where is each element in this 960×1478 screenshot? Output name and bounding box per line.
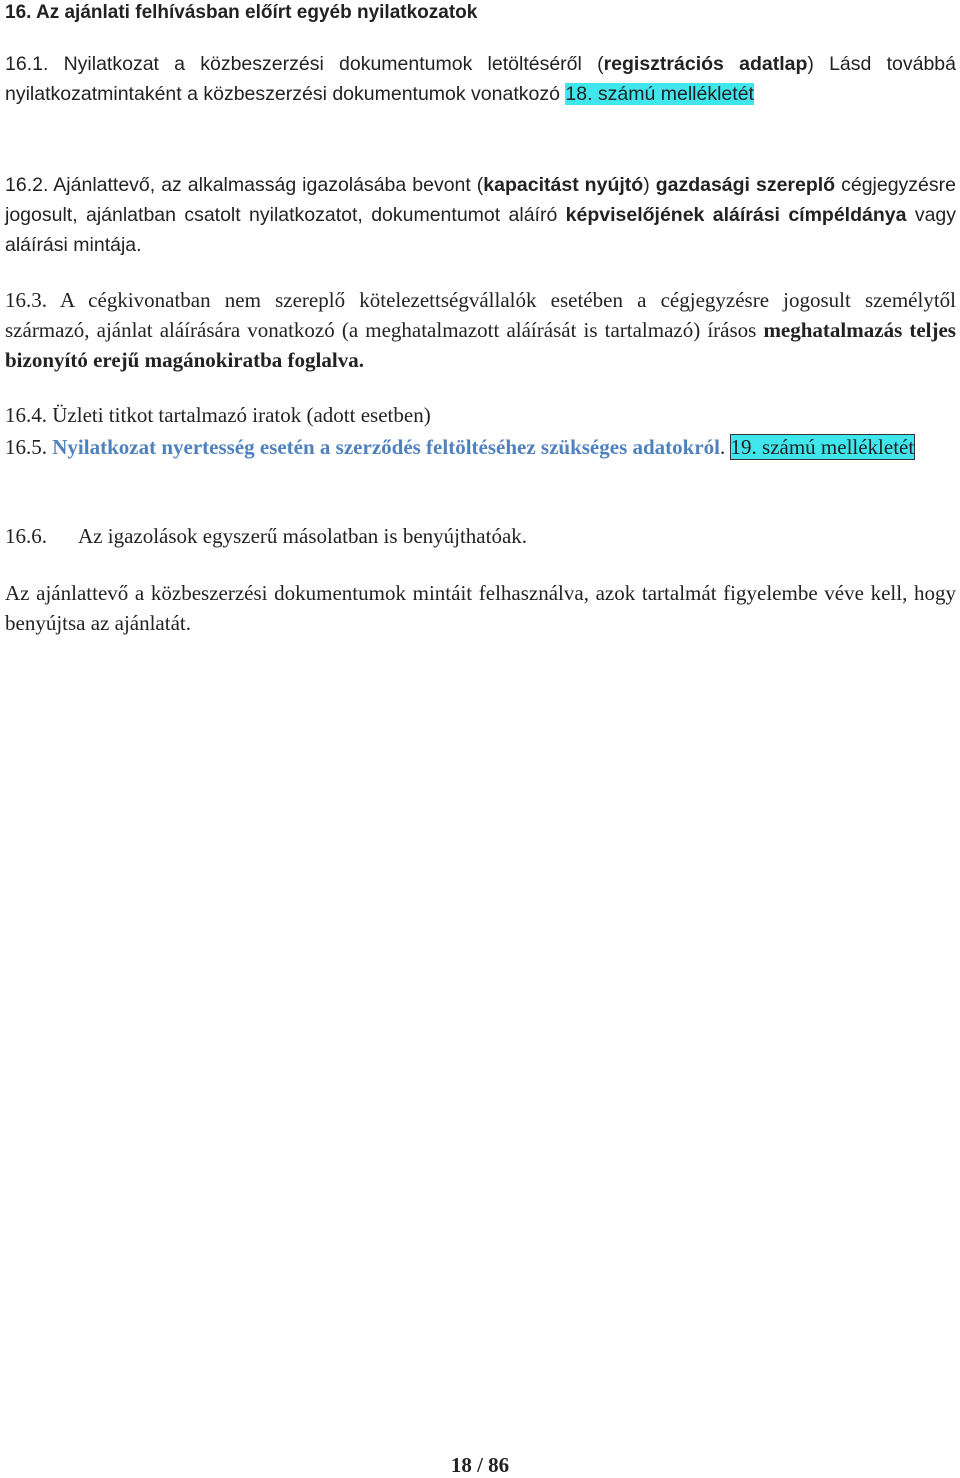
text-fragment: Az igazolások egyszerű másolatban is benyújthatóak.: [78, 524, 528, 548]
highlighted-reference: 18. számú mellékletét: [565, 83, 754, 105]
item-number: 16.2.: [5, 174, 49, 196]
highlighted-reference: 19. számú mellékletét: [730, 435, 915, 459]
closing-paragraph: Az ajánlattevő a közbeszerzési dokumentumok mintáit felhasználva, azok tartalmát figyelembe véve kell, hogy benyújtsa az ajánlatát.: [5, 581, 956, 635]
paragraph-16-1: [5, 49, 956, 109]
bold-text: képviselőjének aláírási címpéldánya: [565, 204, 907, 226]
paragraph-16-5: [5, 432, 956, 462]
text-fragment: Ajánlattevő, az alkalmasság igazolásába bevont (: [48, 174, 484, 196]
item-number: 16.5.: [5, 435, 47, 459]
text-fragment: .: [720, 435, 731, 459]
blue-link-text: Nyilatkozat nyertesség esetén a szerződés feltöltéséhez szükséges adatokról: [52, 435, 721, 459]
section-heading: 16. Az ajánlati felhívásban előírt egyéb nyilatkozatok: [5, 2, 478, 23]
text-fragment: A cégkivonatban nem szereplő kötelezettségvállalók esetében a cégjegyzésre jogosult személytől származó, ajánlat aláírására vonatkozó (a meghatalmazott aláírását is tartalmazó) írásos: [5, 288, 956, 342]
bold-text: meghatalmazás teljes bizonyító erejű magánokiratba foglalva.: [5, 318, 956, 372]
bold-text: gazdasági szereplő: [655, 174, 836, 196]
item-number: 16.1.: [5, 53, 49, 75]
paragraph-16-3: [5, 285, 956, 375]
bold-text: regisztrációs adatlap: [603, 53, 808, 75]
item-number: 16.6.: [5, 524, 47, 548]
item-number: 16.3.: [5, 288, 47, 312]
paragraph-16-2: [5, 170, 956, 260]
text-fragment: ): [643, 174, 656, 196]
paragraph-16-4: 16.4. Üzleti titkot tartalmazó iratok (adott esetben): [5, 403, 431, 427]
text-fragment: vagy aláírási mintája.: [5, 204, 957, 256]
text-fragment: Nyilatkozat a közbeszerzési dokumentumok letöltéséről (: [48, 53, 604, 75]
text-fragment: ) Lásd továbbá nyilatkozatmintaként a közbeszerzési dokumentumok vonatkozó: [5, 53, 956, 105]
bold-text: kapacitást nyújtó: [483, 174, 644, 196]
page-number: 18 / 86: [450, 1453, 510, 1477]
text-fragment: cégjegyzésre jogosult, ajánlatban csatolt nyilatkozatot, dokumentumot aláíró: [5, 174, 956, 226]
paragraph-16-6: [5, 521, 956, 551]
